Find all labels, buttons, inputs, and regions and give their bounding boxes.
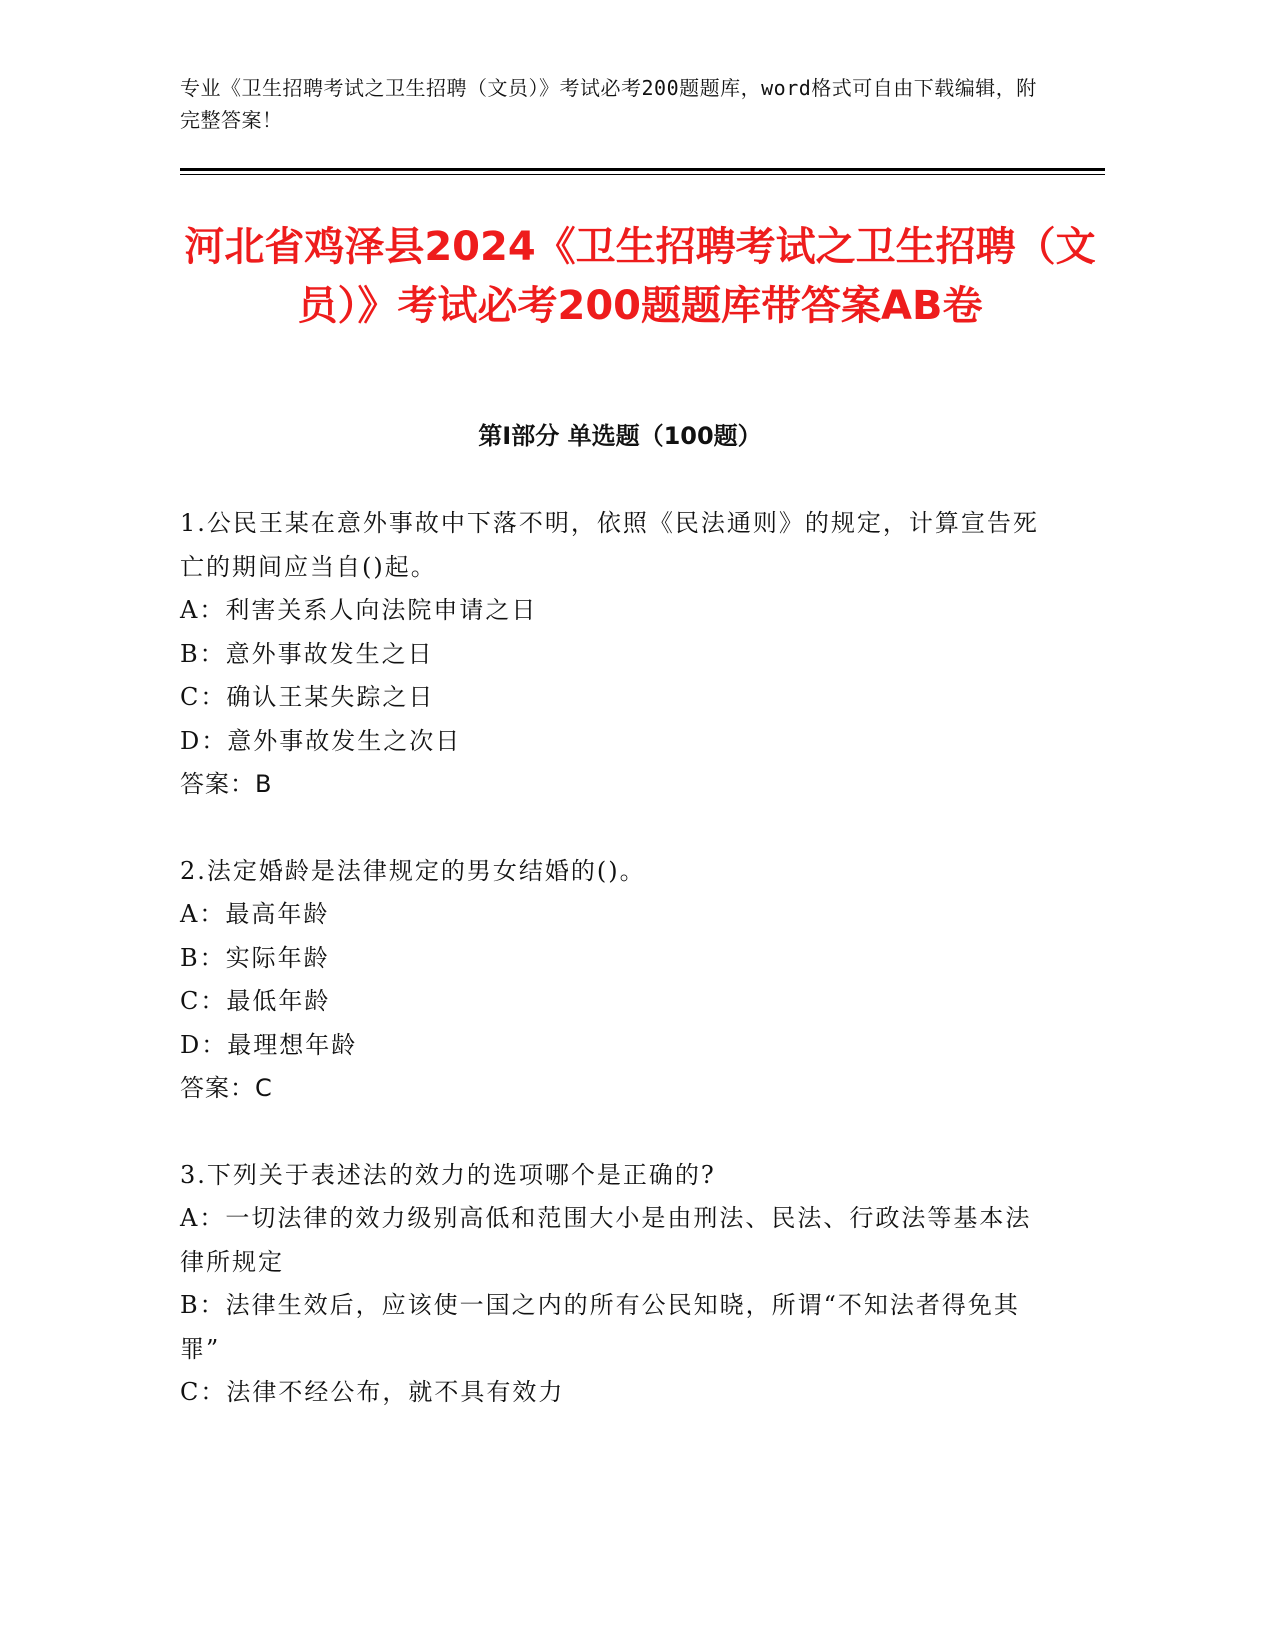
question-item-3 bbox=[180, 1154, 1040, 1415]
question-item-2 bbox=[180, 850, 1040, 1111]
document-title: 河北省鸡泽县2024《卫生招聘考试之卫生招聘（文员）》考试必考200题题库带答案AB卷 bbox=[184, 224, 1096, 329]
answer-line: 答案：B bbox=[180, 770, 273, 798]
header-note: 专业《卫生招聘考试之卫生招聘（文员）》考试必考200题题库，word格式可自由下载编辑，附完整答案！ bbox=[180, 76, 1037, 132]
section-heading: 第Ⅰ部分 单选题（100题） bbox=[478, 422, 762, 450]
header-divider-thick bbox=[180, 168, 1105, 171]
option-a: A：利害关系人向法院申请之日 bbox=[180, 596, 538, 624]
answer-line: 答案：C bbox=[180, 1074, 273, 1102]
question-stem: 1.公民王某在意外事故中下落不明，依照《民法通则》的规定，计算宣告死亡的期间应当自()起。 bbox=[180, 509, 1039, 581]
header-divider-thin bbox=[180, 174, 1105, 175]
option-c: C：法律不经公布，就不具有效力 bbox=[180, 1378, 565, 1406]
question-list bbox=[180, 502, 1040, 1458]
option-b: B：意外事故发生之日 bbox=[180, 639, 434, 668]
option-a: A：最高年龄 bbox=[180, 900, 330, 928]
option-d: D：最理想年龄 bbox=[180, 1030, 358, 1059]
option-a: A：一切法律的效力级别高低和范围大小是由刑法、民法、行政法等基本法律所规定 bbox=[180, 1204, 1032, 1276]
question-stem: 3.下列关于表述法的效力的选项哪个是正确的? bbox=[180, 1160, 716, 1189]
option-c: C：最低年龄 bbox=[180, 987, 331, 1015]
option-b: B：法律生效后，应该使一国之内的所有公民知晓，所谓“不知法者得免其罪” bbox=[180, 1291, 1020, 1363]
option-c: C：确认王某失踪之日 bbox=[180, 683, 435, 711]
option-b: B：实际年龄 bbox=[180, 943, 330, 972]
question-item-1 bbox=[180, 502, 1040, 807]
option-d: D：意外事故发生之次日 bbox=[180, 726, 462, 755]
question-stem: 2.法定婚龄是法律规定的男女结婚的()。 bbox=[180, 856, 646, 885]
